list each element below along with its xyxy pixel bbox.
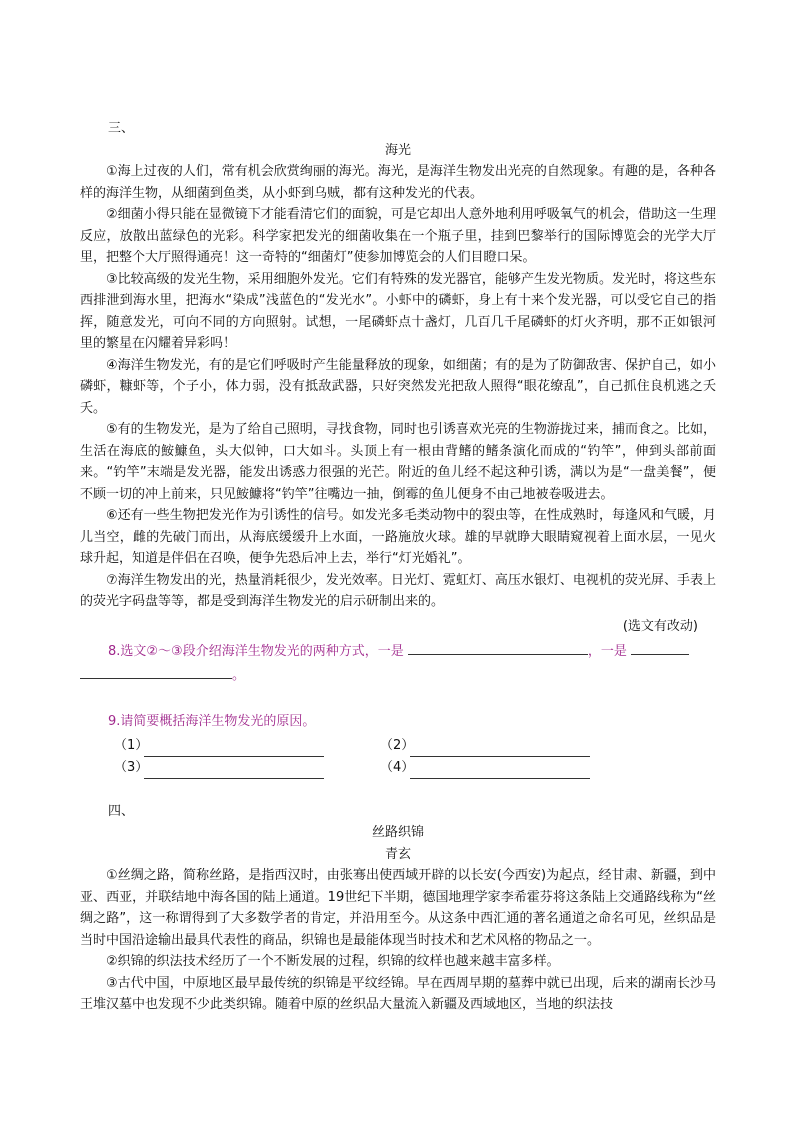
section-3-paragraph-5: ⑤有的生物发光，是为了给自己照明，寻找食物，同时也引诱喜欢光亮的生物游拢过来，捕而食之。比如，生活在海底的鮟鱇鱼，头大似钟，口大如斗。头顶上有一根由背鳍的鳍条演化而成的“钓竿”，伸到头部前面来。“钓竿”末端是发光器，能发出诱惑力很强的光芒。附近的鱼儿经不起这种引诱，满以为是“一盘美餐”，便不顾一切的冲上前来，只见鮟鱇将“钓竿”往嘴边一抽，倒霉的鱼儿便身不由己地被卷吸进去。: [80, 422, 716, 502]
source-note: (选文有改动): [622, 618, 698, 634]
section-4-paragraph-2: ②织锦的织法技术经历了一个不断发展的过程，织锦的纹样也越来越丰富多样。: [106, 954, 560, 969]
section-3-paragraph-6: ⑥还有一些生物把发光作为引诱性的信号。如发光多毛类动物中的裂虫等，在性成熟时，每逢风和气暖，月儿当空，雌的先破门而出，从海底缓缓升上水面，一路施放火球。雄的早就睁大眼睛窥视着上面水层，一见火球升起，知道是伴侣在召唤，便争先恐后冲上去，举行“灯光婚礼”。: [80, 508, 716, 566]
answer-blank-1[interactable]: [144, 741, 324, 757]
document-page: [80, 118, 716, 1016]
section-3-number: 三、: [108, 121, 135, 136]
answer-label-1: （1）: [114, 738, 149, 753]
section-4-author: 青玄: [384, 846, 411, 862]
section-3-paragraph-7: ⑦海洋生物发出的光，热量消耗很少，发光效率。日光灯、霓虹灯、高压水银灯、电视机的荧光屏、手表上的荧光字码盘等等，都是受到海洋生物发光的启示研制出来的。: [80, 572, 716, 609]
answer-cell-4: [380, 757, 646, 779]
question-8-text-2: ，一是: [587, 644, 627, 659]
answer-blank-4[interactable]: [410, 763, 590, 779]
answer-blank-2[interactable]: [410, 741, 590, 757]
answer-blank-3[interactable]: [144, 763, 324, 779]
section-4-number: 四、: [108, 803, 135, 819]
section-4-title: 丝路织锦: [371, 825, 424, 840]
section-3-paragraph-2: ②细菌小得只能在显微镜下才能看清它们的面貌，可是它却出人意外地利用呼吸氧气的机会，借助这一生理反应，放散出蓝绿色的光彩。科学家把发光的细菌收集在一个瓶子里，挂到巴黎举行的国际博览会的光学大厅里，把整个大厅照得通亮！这一奇特的“细菌灯”使参加博览会的人们目瞪口呆。: [80, 207, 716, 265]
section-3-paragraph-1: ①海上过夜的人们，常有机会欣赏绚丽的海光。海光，是海洋生物发出光亮的自然现象。有趣的是，各种各样的海洋生物，从细菌到鱼类，从小虾到乌贼，都有这种发光的代表。: [80, 164, 716, 201]
question-8-blank-2a[interactable]: [631, 639, 689, 655]
answer-cell-2: [380, 735, 646, 757]
answer-label-3: （3）: [114, 760, 149, 775]
question-8: [108, 639, 716, 687]
question-9: 9.请简要概括海洋生物发光的原因。: [108, 714, 316, 729]
section-3-paragraph-4: ④海洋生物发光，有的是它们呼吸时产生能量释放的现象，如细菌；有的是为了防御敌害、保护自己，如小磷虾，糠虾等，个子小，体力弱，没有抵敌武器，只好突然发光把敌人照得“眼花缭乱”，自己抓住良机逃之夭夭。: [80, 357, 716, 416]
section-4-paragraph-1: ①丝绸之路，简称丝路，是指西汉时，由张骞出使西域开辟的以长安(今西安)为起点，经甘肃、新疆，到中亚、西亚，并联结地中海各国的陆上通道。19世纪下半期，德国地理学家李希霍芬将这条陆上交通路线称为“丝绸之路”，这一称谓得到了大多数学者的肯定，并沿用至今。从这条中西汇通的著名通道之命名可见，丝织品是当时中国沿途输出最具代表性的商品，织锦也是最能体现当时技术和艺术风格的物品之一。: [80, 868, 716, 948]
answer-row-2: [114, 757, 716, 779]
answer-cell-3: [114, 757, 380, 779]
question-8-blank-2b[interactable]: [80, 663, 232, 679]
answer-cell-1: [114, 735, 380, 757]
question-8-text-1: 8.选文②～③段介绍海洋生物发光的两种方式，一是: [108, 644, 404, 659]
question-8-text-3: 。: [232, 668, 246, 683]
section-3-title: 海光: [384, 142, 411, 158]
answer-label-2: （2）: [380, 738, 415, 753]
section-4-paragraph-3: ③古代中国，中原地区最早最传统的织锦是平纹经锦。早在西周早期的墓葬中就已出现，后来的湖南长沙马王堆汉墓中也发现不少此类织锦。随着中原的丝织品大量流入新疆及西域地区，当地的织法技: [80, 975, 716, 1012]
section-3-paragraph-3: ③比较高级的发光生物，采用细胞外发光。它们有特殊的发光器官，能够产生发光物质。发光时，将这些东西排泄到海水里，把海水“染成”浅蓝色的“发光水”。小虾中的磷虾，身上有十来个发光器，可以受它自己的指挥，随意发光，可向不同的方向照射。试想，一尾磷虾点十盏灯，几百几千尾磷虾的灯火齐明，那不正如银河里的繁星在闪耀着异彩吗！: [80, 271, 716, 351]
answer-label-4: （4）: [380, 760, 415, 775]
answer-row-1: [114, 735, 716, 757]
question-9-answers: [114, 735, 716, 779]
question-8-blank-1[interactable]: [408, 639, 588, 655]
